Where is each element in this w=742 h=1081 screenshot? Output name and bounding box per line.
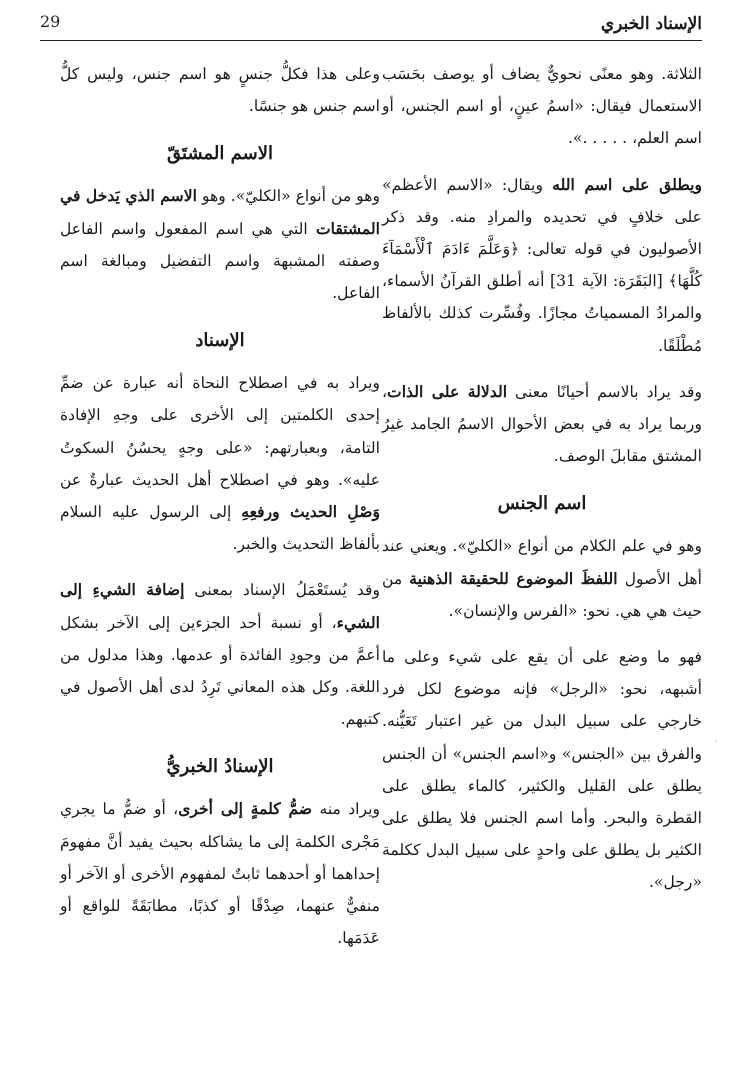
bold-term: وَصْلِ الحديث ورفعِهِ xyxy=(241,502,380,522)
heading-isnad: الإسناد xyxy=(195,330,245,352)
heading-ism-al-jins: اسم الجنس xyxy=(497,493,587,515)
running-title: الإسناد الخبري xyxy=(600,14,702,34)
paragraph-text: التي هي اسم المفعول واسم الفاعل وصفته المشبهة واسم التفضيل ومبالغة اسم الفاعل. xyxy=(60,219,380,303)
bold-term: ويطلق على اسم الله xyxy=(552,174,703,194)
paragraph-text: وهو من أنواع «الكليّ». وهو xyxy=(196,187,380,206)
bold-term: الدلالة على الذات xyxy=(387,381,508,401)
paragraph-text: وقد يُستَعْمَلُ الإسناد بمعنى xyxy=(184,581,381,600)
paragraph-text: ، أو ضمُّ ما يجري مَجْرى الكلمة إلى ما يشاكله بحيث يفيد أنَّ مفهومَ إحداهما أو أحدهما ثابتٌ لمفهوم الأخرى أو الآخر أو منفيٌّ عنهما، صِدْقًا أو كذبًا، مطابَقَةً للواقع أو عَدَمَها. xyxy=(60,800,380,948)
paragraph-text: وهو في علم الكلام من أنواع «الكليّ». ويعني عند أهل الأصول xyxy=(382,537,702,588)
paragraph-jins-conclusion: وعلى هذا فكلُّ جنسٍ هو اسم جنس، وليس كلُّ اسم جنس هو جنسًا. xyxy=(60,65,380,116)
paragraph-mushtaq-definition xyxy=(60,180,380,309)
heading-isnad-khabari: الإسنادُ الخبريُّ xyxy=(166,756,274,778)
paragraph-text: إلى الرسول عليه السلام بألفاظ التحديث والخبر. xyxy=(60,503,380,554)
bold-term: إضافة الشيءِ إلى الشيء xyxy=(60,580,380,632)
paragraph-isnad-definition xyxy=(60,367,380,560)
paragraph-isnad-idafa xyxy=(60,574,380,735)
heading-ism-mushtaq: الاسم المشتَقّ xyxy=(167,143,273,165)
page-header xyxy=(40,8,702,41)
page-number: 29 xyxy=(40,12,61,31)
paragraph-text: وقد يراد بالاسم أحيانًا معنى xyxy=(507,382,702,401)
bold-term: الاسم الذي يَدخل في المشتقات xyxy=(60,186,380,238)
paragraph-text: ، وربما يراد به في بعض الأحوال الاسمُ الجامد غيرُ المشتق مقابلَ الوصف. xyxy=(382,382,702,466)
paragraph-text: من حيث هي هي. نحو: «الفرس والإنسان». xyxy=(382,569,702,620)
margin-mark: · xyxy=(714,735,718,748)
paragraph-name-of-allah xyxy=(382,169,702,362)
bold-term: اللفظَ الموضوع للحقيقة الذهنية xyxy=(409,568,618,588)
paragraph-dalalah xyxy=(382,376,702,473)
paragraph-text: ويقال: «الاسم الأعظم» على خلافٍ في تحديده والمرادِ منه. وقد ذكر الأصوليون في قوله تعالى: ﴿وَعَلَّمَ ءَادَمَ ٱلْأَسْمَآءَ كُلَّهَا﴾ [البَقَرَة: الآية 31] أنه أطلق القرآنُ الأسماء، والمرادُ المسمياتُ مجازًا. وفُسِّرت كذلك بالألفاظ مُطْلَقًا. xyxy=(382,175,702,355)
paragraph-text: ، أو نسبة أحد الجزءين إلى الآخر بشكل أعمَّ من وجودِ الفائدة أو عدمها. وهذا مدلول من اللغة. وكل هذه المعاني تَرِدُ لدى أهل الأصول في كتبهم. xyxy=(60,613,380,729)
paragraph-isnad-khabari-definition xyxy=(60,793,380,954)
paragraph-text: ويراد منه xyxy=(312,800,380,819)
paragraph-jins-difference: فهو ما وضع على أن يقع على شيء وعلى ما أشبهه، نحو: «الرجل» فإنه موضوع لكل فرد خارجي على سبيل البدل من غير اعتبار تَعَيُّنه. والفرق بين «الجنس» و«اسم الجنس» أن الجنس يطلق على القليل والكثير، كالماء يطلق على القطرة والبحر. وأما اسم الجنس فلا يطلق على الكثير بل يطلق على واحدٍ على سبيل البدل ككلمة «رجل». xyxy=(382,648,702,892)
right-column xyxy=(382,58,702,913)
bold-term: ضمُّ كلمةٍ إلى أخرى xyxy=(178,799,313,819)
paragraph-meaning-of-ism: الثلاثة. وهو معنًى نحويٌّ يضاف أو يوصف بحَسَب الاستعمال فيقال: «اسمُ عينٍ، أو اسم الجنس، أو اسم العلم، . . . . .». xyxy=(382,65,702,148)
paragraph-text: ويراد به في اصطلاح النحاة أنه عبارة عن ضمِّ إحدى الكلمتين إلى الأخرى على وجهِ الإفادة التامة، وبعبارتهم: «على وجهٍ يحسُنُ السكوتُ عليه». وهو في اصطلاح أهل الحديث عبارةٌ عن xyxy=(60,374,380,489)
left-column xyxy=(60,58,380,968)
paragraph-jins-definition xyxy=(382,530,702,627)
